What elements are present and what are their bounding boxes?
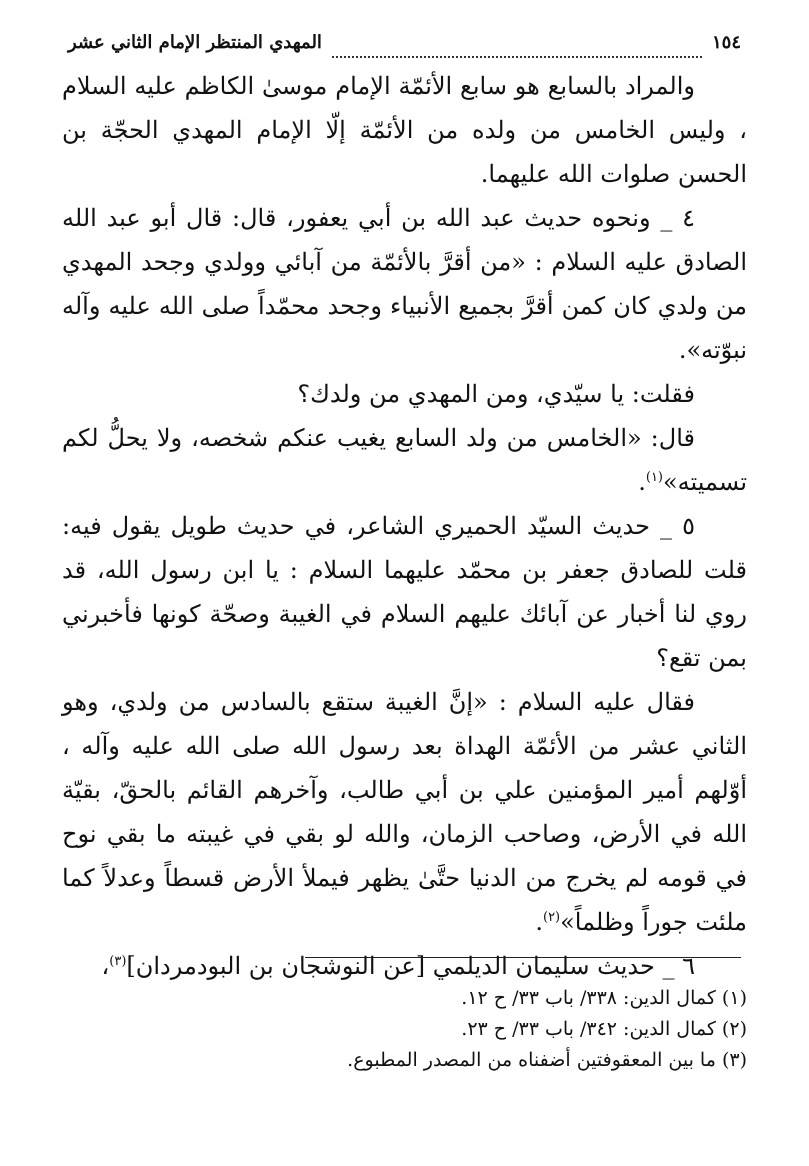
header-dot-leader: [332, 38, 702, 58]
paragraph-5-hadith-5: ٥ _ حديث السيّد الحميري الشاعر، في حديث طويل يقول فيه: قلت للصادق جعفر بن محمّد عليهما السلام : يا ابن رسول الله، قد روي لنا أخبار عن آبائك عليهم السلام في الغيبة وصحّة كونها فأخبرني بمن تقع؟: [62, 512, 747, 672]
footnote-ref-1: (١): [645, 470, 663, 485]
paragraph-2-hadith-4: ٤ _ ونحوه حديث عبد الله بن أبي يعفور، قال: قال أبو عبد الله الصادق عليه السلام : «من أقرَّ بالأئمّة من آبائي وولدي وجحد المهدي من ولدي كان كمن أقرَّ بجميع الأنبياء وجحد محمّداً صلى الله عليه وآله نبوّته».: [62, 204, 747, 364]
paragraph-7-text: ٦ _ حديث سليمان الديلمي [عن النوشجان بن البودمردان]: [126, 952, 695, 980]
paragraph-1: والمراد بالسابع هو سابع الأئمّة الإمام موسىٰ الكاظم عليه السلام ، وليس الخامس من ولده من الأئمّة إلّا الإمام المهدي الحجّة بن الحسن صلوات الله عليهما.: [62, 72, 747, 188]
running-header: [68, 28, 741, 58]
footnote-ref-3: (٣): [109, 954, 127, 969]
paragraph-7-hadith-6: ٦ _ حديث سليمان الديلمي [عن النوشجان بن البودمردان]$^{(٣)}$،: [101, 952, 695, 980]
paragraph-6: فقال عليه السلام : «إنَّ الغيبة ستقع بالسادس من ولدي، وهو الثاني عشر من الأئمّة الهداة بعد رسول الله صلى الله عليه وآله ، أوّلهم أمير المؤمنين علي بن أبي طالب، وآخرهم القائم بالحقّ، بقيّة الله في الأرض، وصاحب الزمان، والله لو بقي في غيبته ما بقي نوح في قومه لم يخرج من الدنيا حتَّىٰ يظهر فيملأ الأرض قسطاً وعدلاً كما ملئت جوراً وظلماً»$^{(٢)}$.: [62, 688, 747, 936]
footnote-2: (٢) كمال الدين: ٣٤٢/ باب ٣٣/ ح ٢٣.: [461, 1018, 747, 1040]
footnotes: [68, 983, 747, 1076]
paragraph-3: فقلت: يا سيّدي، ومن المهدي من ولدك؟: [297, 380, 695, 408]
main-text: [62, 64, 747, 988]
paragraph-6-text: فقال عليه السلام : «إنَّ الغيبة ستقع بالسادس من ولدي، وهو الثاني عشر من الأئمّة الهداة بعد رسول الله صلى الله عليه وآله ، أوّلهم أمير المؤمنين علي بن أبي طالب، وآخرهم القائم بالحقّ، بقيّة الله في الأرض، وصاحب الزمان، والله لو بقي في غيبته ما بقي نوح في قومه لم يخرج من الدنيا حتَّىٰ يظهر فيملأ الأرض قسطاً وعدلاً كما ملئت جوراً وظلماً»: [62, 688, 747, 936]
page-number: ١٥٤: [711, 32, 741, 53]
footnote-1: (١) كمال الدين: ٣٣٨/ باب ٣٣/ ح ١٢.: [461, 987, 747, 1009]
paragraph-4: قال: «الخامس من ولد السابع يغيب عنكم شخصه، ولا يحلُّ لكم تسميته»$^{(١)}$.: [62, 424, 747, 496]
footnote-ref-2: (٢): [542, 910, 561, 925]
paragraph-4-text: قال: «الخامس من ولد السابع يغيب عنكم شخصه، ولا يحلُّ لكم تسميته»: [62, 424, 747, 496]
footnote-3: (٣) ما بين المعقوفتين أضفناه من المصدر المطبوع.: [347, 1049, 747, 1071]
running-title: المهدي المنتظر الإمام الثاني عشر: [68, 32, 322, 53]
footnote-separator: [305, 957, 741, 958]
